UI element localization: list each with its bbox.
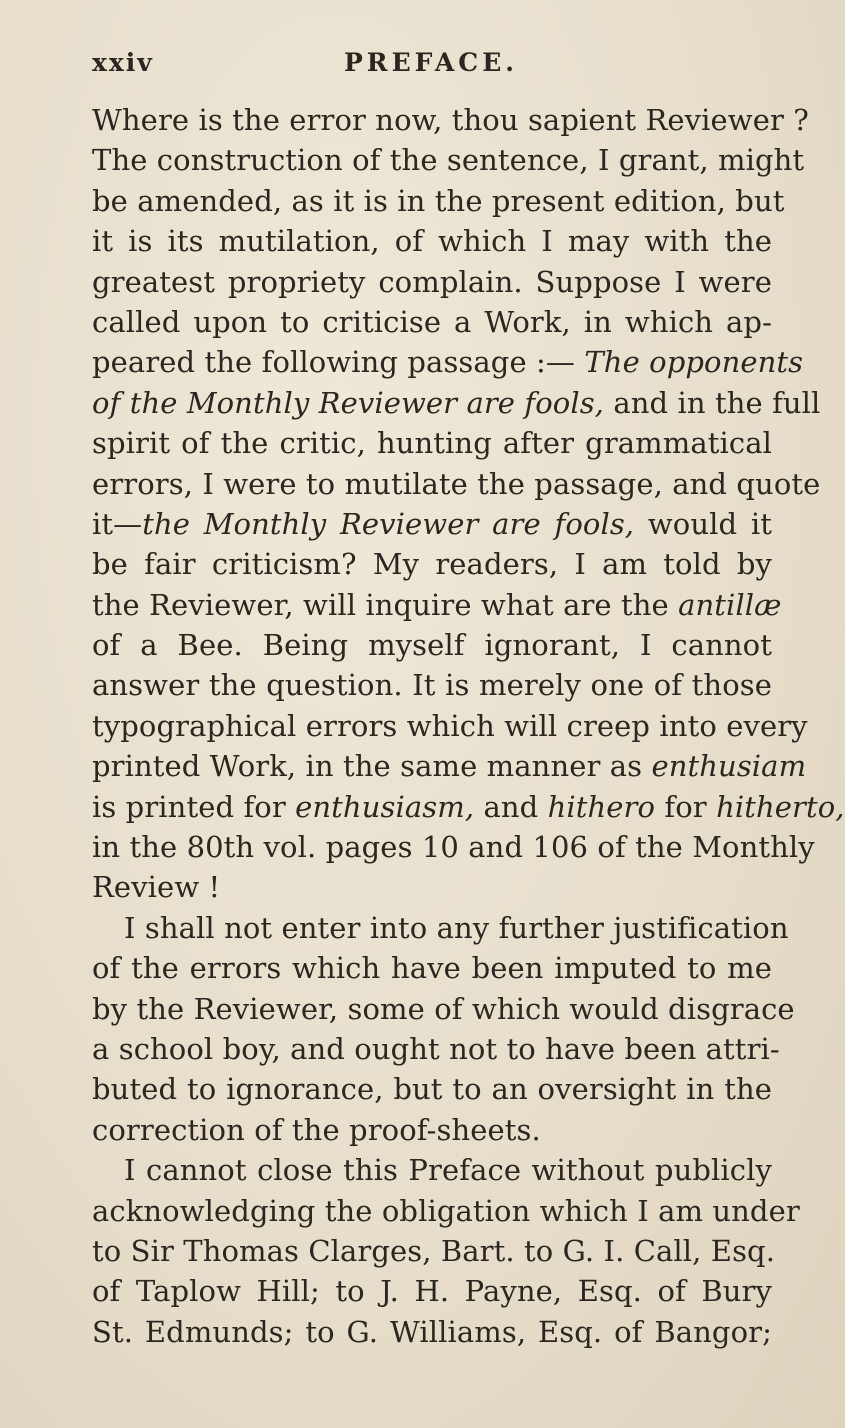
- page-header: [92, 48, 772, 84]
- text-line: buted to ignorance, but to an oversight in the: [92, 1072, 772, 1107]
- text-line: I cannot close this Preface without publicly: [124, 1153, 772, 1188]
- text-line: printed Work, in the same manner as enthusiam: [92, 749, 807, 784]
- text-line: by the Reviewer, some of which would disgrace: [92, 991, 795, 1026]
- text-line: the Reviewer, will inquire what are the antillæ: [92, 587, 782, 622]
- text-line: typographical errors which will creep into every: [92, 708, 808, 743]
- text-line: called upon to criticise a Work, in which ap-: [92, 304, 772, 339]
- text-line: of a Bee. Being myself ignorant, I cannot: [92, 628, 772, 663]
- text-line: it is its mutilation, of which I may with the: [92, 224, 772, 259]
- text-line: of Taplow Hill; to J. H. Payne, Esq. of Bury: [92, 1274, 772, 1309]
- text-line: St. Edmunds; to G. Williams, Esq. of Bangor;: [92, 1314, 772, 1349]
- page-number: xxiv: [92, 48, 154, 77]
- text-line: it—the Monthly Reviewer are fools, would it: [92, 506, 772, 541]
- text-line: answer the question. It is merely one of those: [92, 668, 772, 703]
- text-line: Review !: [92, 870, 221, 905]
- text-line: a school boy, and ought not to have been attri-: [92, 1031, 780, 1066]
- text-line: of the Monthly Reviewer are fools, and in the full: [92, 385, 821, 420]
- text-line: in the 80th vol. pages 10 and 106 of the Monthly: [92, 830, 815, 865]
- text-line: errors, I were to mutilate the passage, and quote: [92, 466, 821, 501]
- preface-text: [92, 100, 845, 1352]
- text-line: Where is the error now, thou sapient Reviewer ?: [92, 103, 809, 137]
- text-line: I shall not enter into any further justification: [124, 910, 789, 945]
- text-line: be fair criticism? My readers, I am told by: [92, 547, 772, 582]
- text-line: acknowledging the obligation which I am under: [92, 1193, 800, 1228]
- text-line: The construction of the sentence, I grant, might: [92, 143, 805, 178]
- text-line: to Sir Thomas Clarges, Bart. to G. I. Call, Esq.: [92, 1233, 776, 1268]
- text-line: is printed for enthusiasm, and hithero for hitherto,: [92, 789, 845, 824]
- text-line: correction of the proof-sheets.: [92, 1112, 541, 1147]
- text-line: spirit of the critic, hunting after grammatical: [92, 426, 772, 461]
- text-line: be amended, as it is in the present edition, but: [92, 183, 785, 218]
- text-line: greatest propriety complain. Suppose I were: [92, 264, 772, 299]
- text-line: of the errors which have been imputed to me: [92, 951, 772, 986]
- text-line: peared the following passage :— The opponents: [92, 345, 804, 380]
- running-head: PREFACE.: [344, 48, 518, 77]
